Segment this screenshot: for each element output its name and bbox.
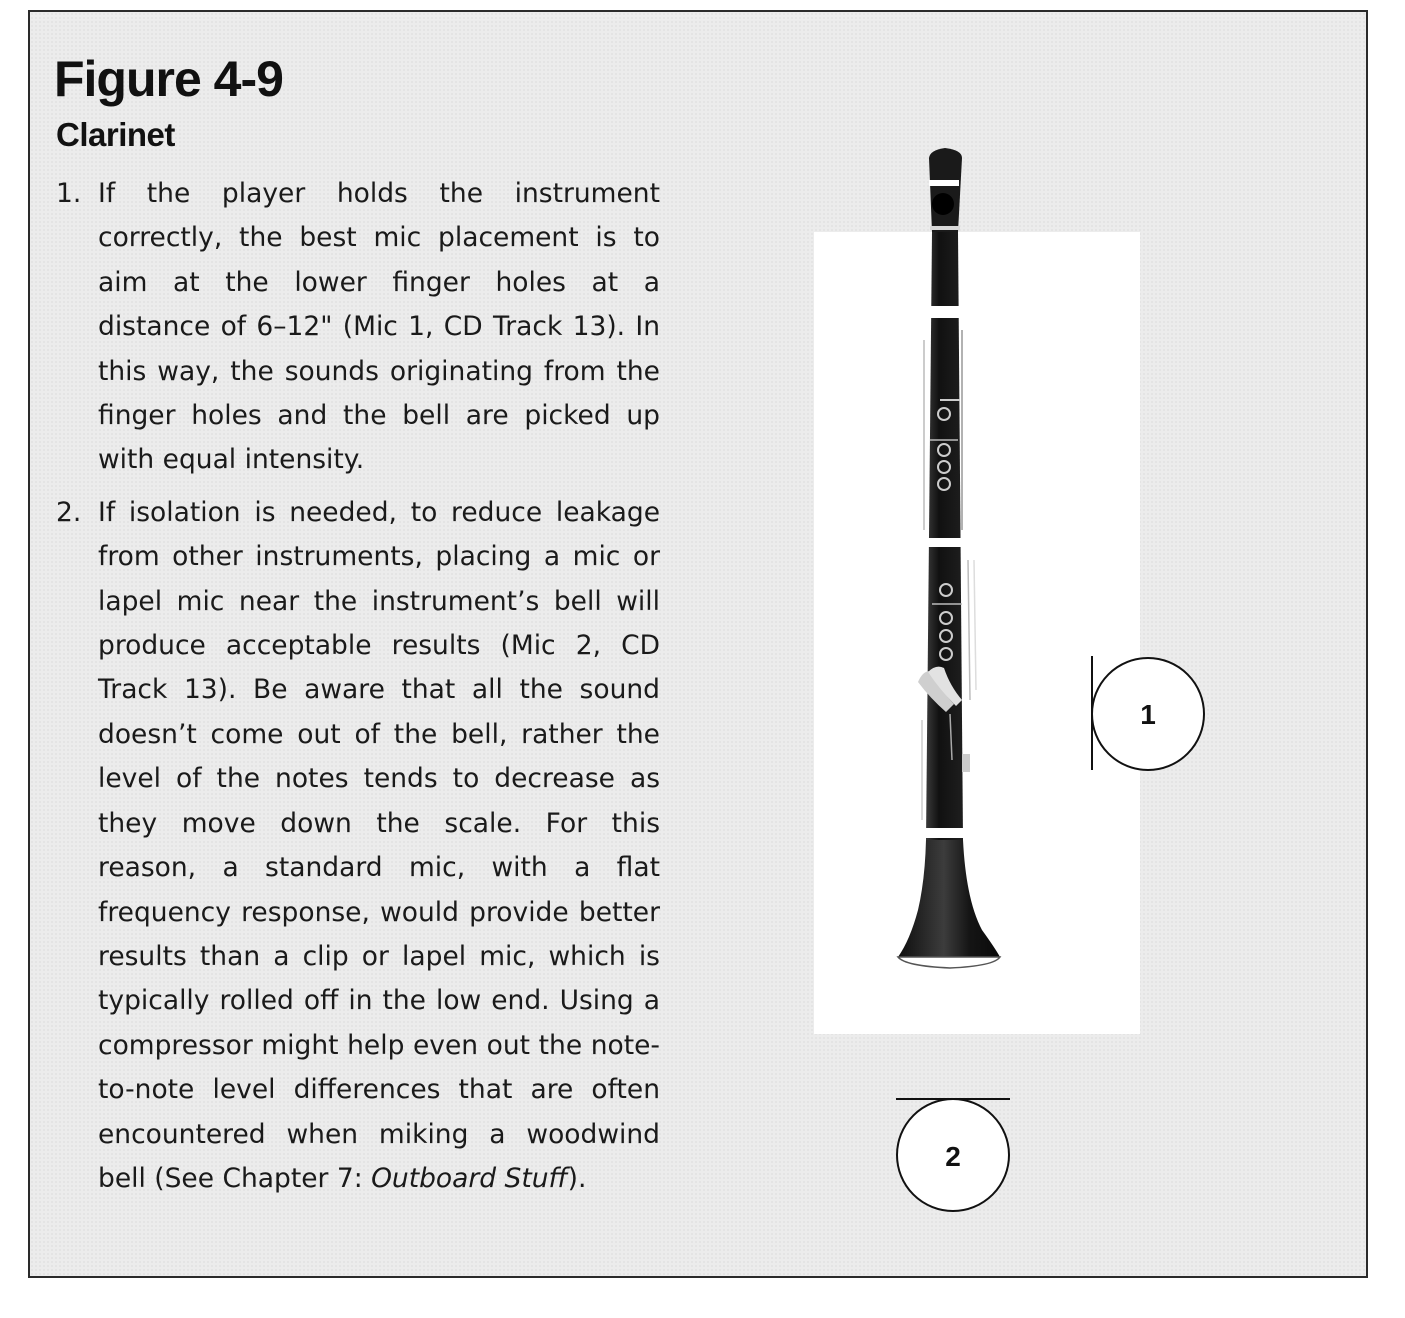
mic-2-label: 2 <box>945 1141 961 1172</box>
mic-2 <box>896 1099 1010 1211</box>
item-text: If isolation is needed, to reduce leakage from other instruments, placing a mic or lapel mic near the instrument’s bell will produce acceptable results (Mic 2, CD Track 13). Be aware that all the sound doesn’t come out of the bell, rather the level of the notes tends to decrease as they move down the scale. For this reason, a standard mic, with a flat frequency response, would provide better results than a clip or lapel mic, which is typically rolled off in the low end. Using a compressor might help even out the note-to-note level differences that are often encountered when miking a woodwind bell (See Chapter 7: <box>98 496 660 1194</box>
figure-subtitle: Clarinet <box>56 116 175 153</box>
figure-title: Figure 4-9 <box>54 51 283 107</box>
item-text-end: ). <box>567 1162 587 1194</box>
figure-backdrop <box>814 232 1140 1034</box>
item-number: 2. <box>56 496 82 528</box>
mic-1-label: 1 <box>1140 699 1156 730</box>
item-number: 1. <box>56 178 82 209</box>
chapter-title: Outboard Stuff <box>371 1162 568 1194</box>
mic-1 <box>1092 656 1204 770</box>
item-text: If the player holds the instrument correctly, the best mic placement is to aim at the lower finger holes at a distance of 6–12" (Mic 1, CD Track 13). In this way, the sounds originating from the finger holes and the bell are picked up with equal intensity. <box>98 178 660 476</box>
